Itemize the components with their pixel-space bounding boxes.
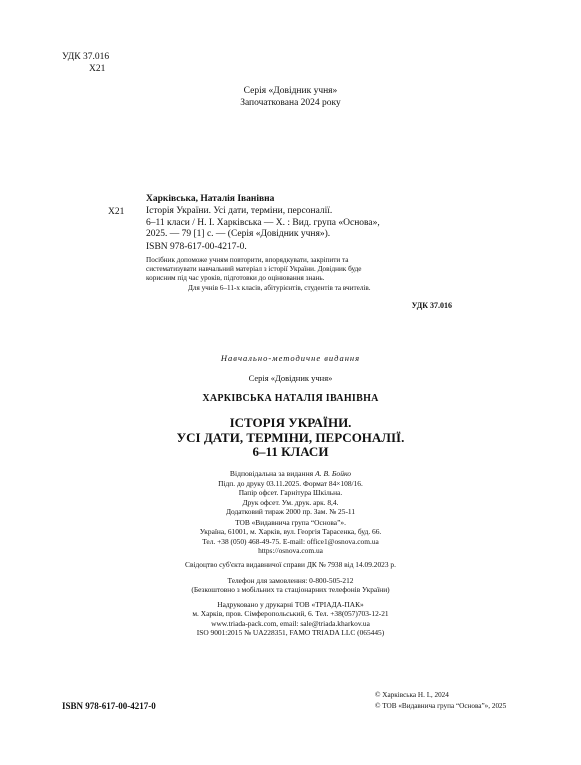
catalog-index: Х21 [108, 207, 125, 217]
author-index: Х21 [89, 64, 106, 74]
spec-line: Папір офсет. Гарнітура Шкільна. [238, 488, 343, 498]
title-line: УСІ ДАТИ, ТЕРМІНИ, ПЕРСОНАЛІЇ. [176, 429, 405, 445]
annotation-line: систематизувати навчальний матеріал з історії України. Довідник буде [146, 265, 362, 274]
catalog-annotation [146, 256, 454, 293]
series-started: Започаткована 2024 року [240, 98, 341, 108]
isbn-bottom: ISBN 978-617-00-4217-0 [62, 701, 156, 711]
publisher-line: Тел. +38 (050) 468-49-75. E-mail: office1@osnova.com.ua [202, 536, 379, 546]
publisher-line: https://osnova.com.ua [258, 546, 323, 556]
printer-info [0, 600, 581, 638]
title-line: ІСТОРІЯ УКРАЇНИ. [229, 415, 352, 430]
copyright-block [375, 690, 506, 712]
annotation-line: Для учнів 6–11-х класів, абітурієнтів, студентів та вчителів. [188, 283, 371, 292]
edition-type-block [0, 352, 581, 364]
udk-header [62, 51, 109, 75]
print-specs [0, 479, 581, 517]
title-line: 6–11 КЛАСИ [252, 444, 329, 459]
author-caps: ХАРКІВСЬКА НАТАЛІЯ ІВАНІВНА [202, 393, 379, 404]
certificate: Свідоцтво суб'єкта видавничої справи ДК № 7938 від 14.09.2023 р. [185, 560, 396, 569]
catalog-udk: УДК 37.016 [411, 301, 452, 310]
series-block [0, 85, 581, 109]
book-title [0, 416, 581, 460]
certificate-block [0, 560, 581, 569]
bib-line: Історія України. Усі дати, терміни, персоналії. [146, 206, 333, 216]
catalog-bibliography [146, 206, 454, 241]
bib-line: 2025. — 79 [1] с. — (Серія «Довідник учня»). [146, 229, 331, 240]
series-name: Серія «Довідник учня» [243, 86, 338, 96]
series-repeat: Серія «Довідник учня» [248, 373, 333, 383]
bib-line: 6–11 класи / Н. І. Харківська — Х. : Вид. група «Основа», [146, 217, 380, 228]
series-repeat-block [0, 372, 581, 384]
printer-line: www.triada-pack.com, email: sale@triada.kharkov.ua [211, 618, 370, 628]
copyright-line: © ТОВ «Видавнича група “Основа”», 2025 [375, 702, 507, 710]
printer-line: Надруковано у друкарні ТОВ «ТРІАДА-ПАК» [217, 600, 364, 609]
catalog-author: Харківська, Наталія Іванівна [146, 194, 275, 204]
printer-line: м. Харків, пров. Сімферопольський, 6. Тел. +38(057)703-12-21 [192, 609, 389, 619]
orders-phone: Телефон для замовлення: 0-800-505-212 [227, 576, 354, 585]
printer-line: ISO 9001:2015 № UA228351, FAMO TRIADA LLC (065445) [196, 628, 385, 638]
annotation-line: Посібник допоможе учням повторити, впорядкувати, закріпити та [146, 256, 349, 264]
responsible-name: А. В. Бойко [315, 469, 352, 478]
catalog-isbn: ISBN 978-617-00-4217-0. [146, 242, 247, 252]
orders-note: (Безкоштовно з мобільних та стаціонарних телефонів України) [191, 585, 390, 595]
spec-line: Підп. до друку 03.11.2025. Формат 84×108/16. [218, 479, 363, 488]
spec-line: Друк офсет. Ум. друк. арк. 8,4. [242, 497, 339, 507]
copyright-line: © Харківська Н. І., 2024 [375, 691, 449, 699]
publisher-line: ТОВ «Видавнича група “Основа”». [235, 518, 346, 527]
udk-code: УДК 37.016 [62, 52, 110, 62]
author-caps-block [0, 393, 581, 405]
responsible-label: Відповідальна за видання [229, 469, 316, 478]
spec-line: Додатковий тираж 2000 пр. Зам. № 25-11 [225, 507, 356, 517]
publisher-info [0, 518, 581, 556]
edition-type: Навчально-методичне видання [220, 353, 361, 363]
publisher-line: Україна, 61001, м. Харків, вул. Георгія Тарасенка, буд. 66. [199, 527, 382, 537]
annotation-line: корисним під час уроків, підготовки до оцінювання знань. [146, 274, 325, 283]
orders-block [0, 576, 581, 595]
